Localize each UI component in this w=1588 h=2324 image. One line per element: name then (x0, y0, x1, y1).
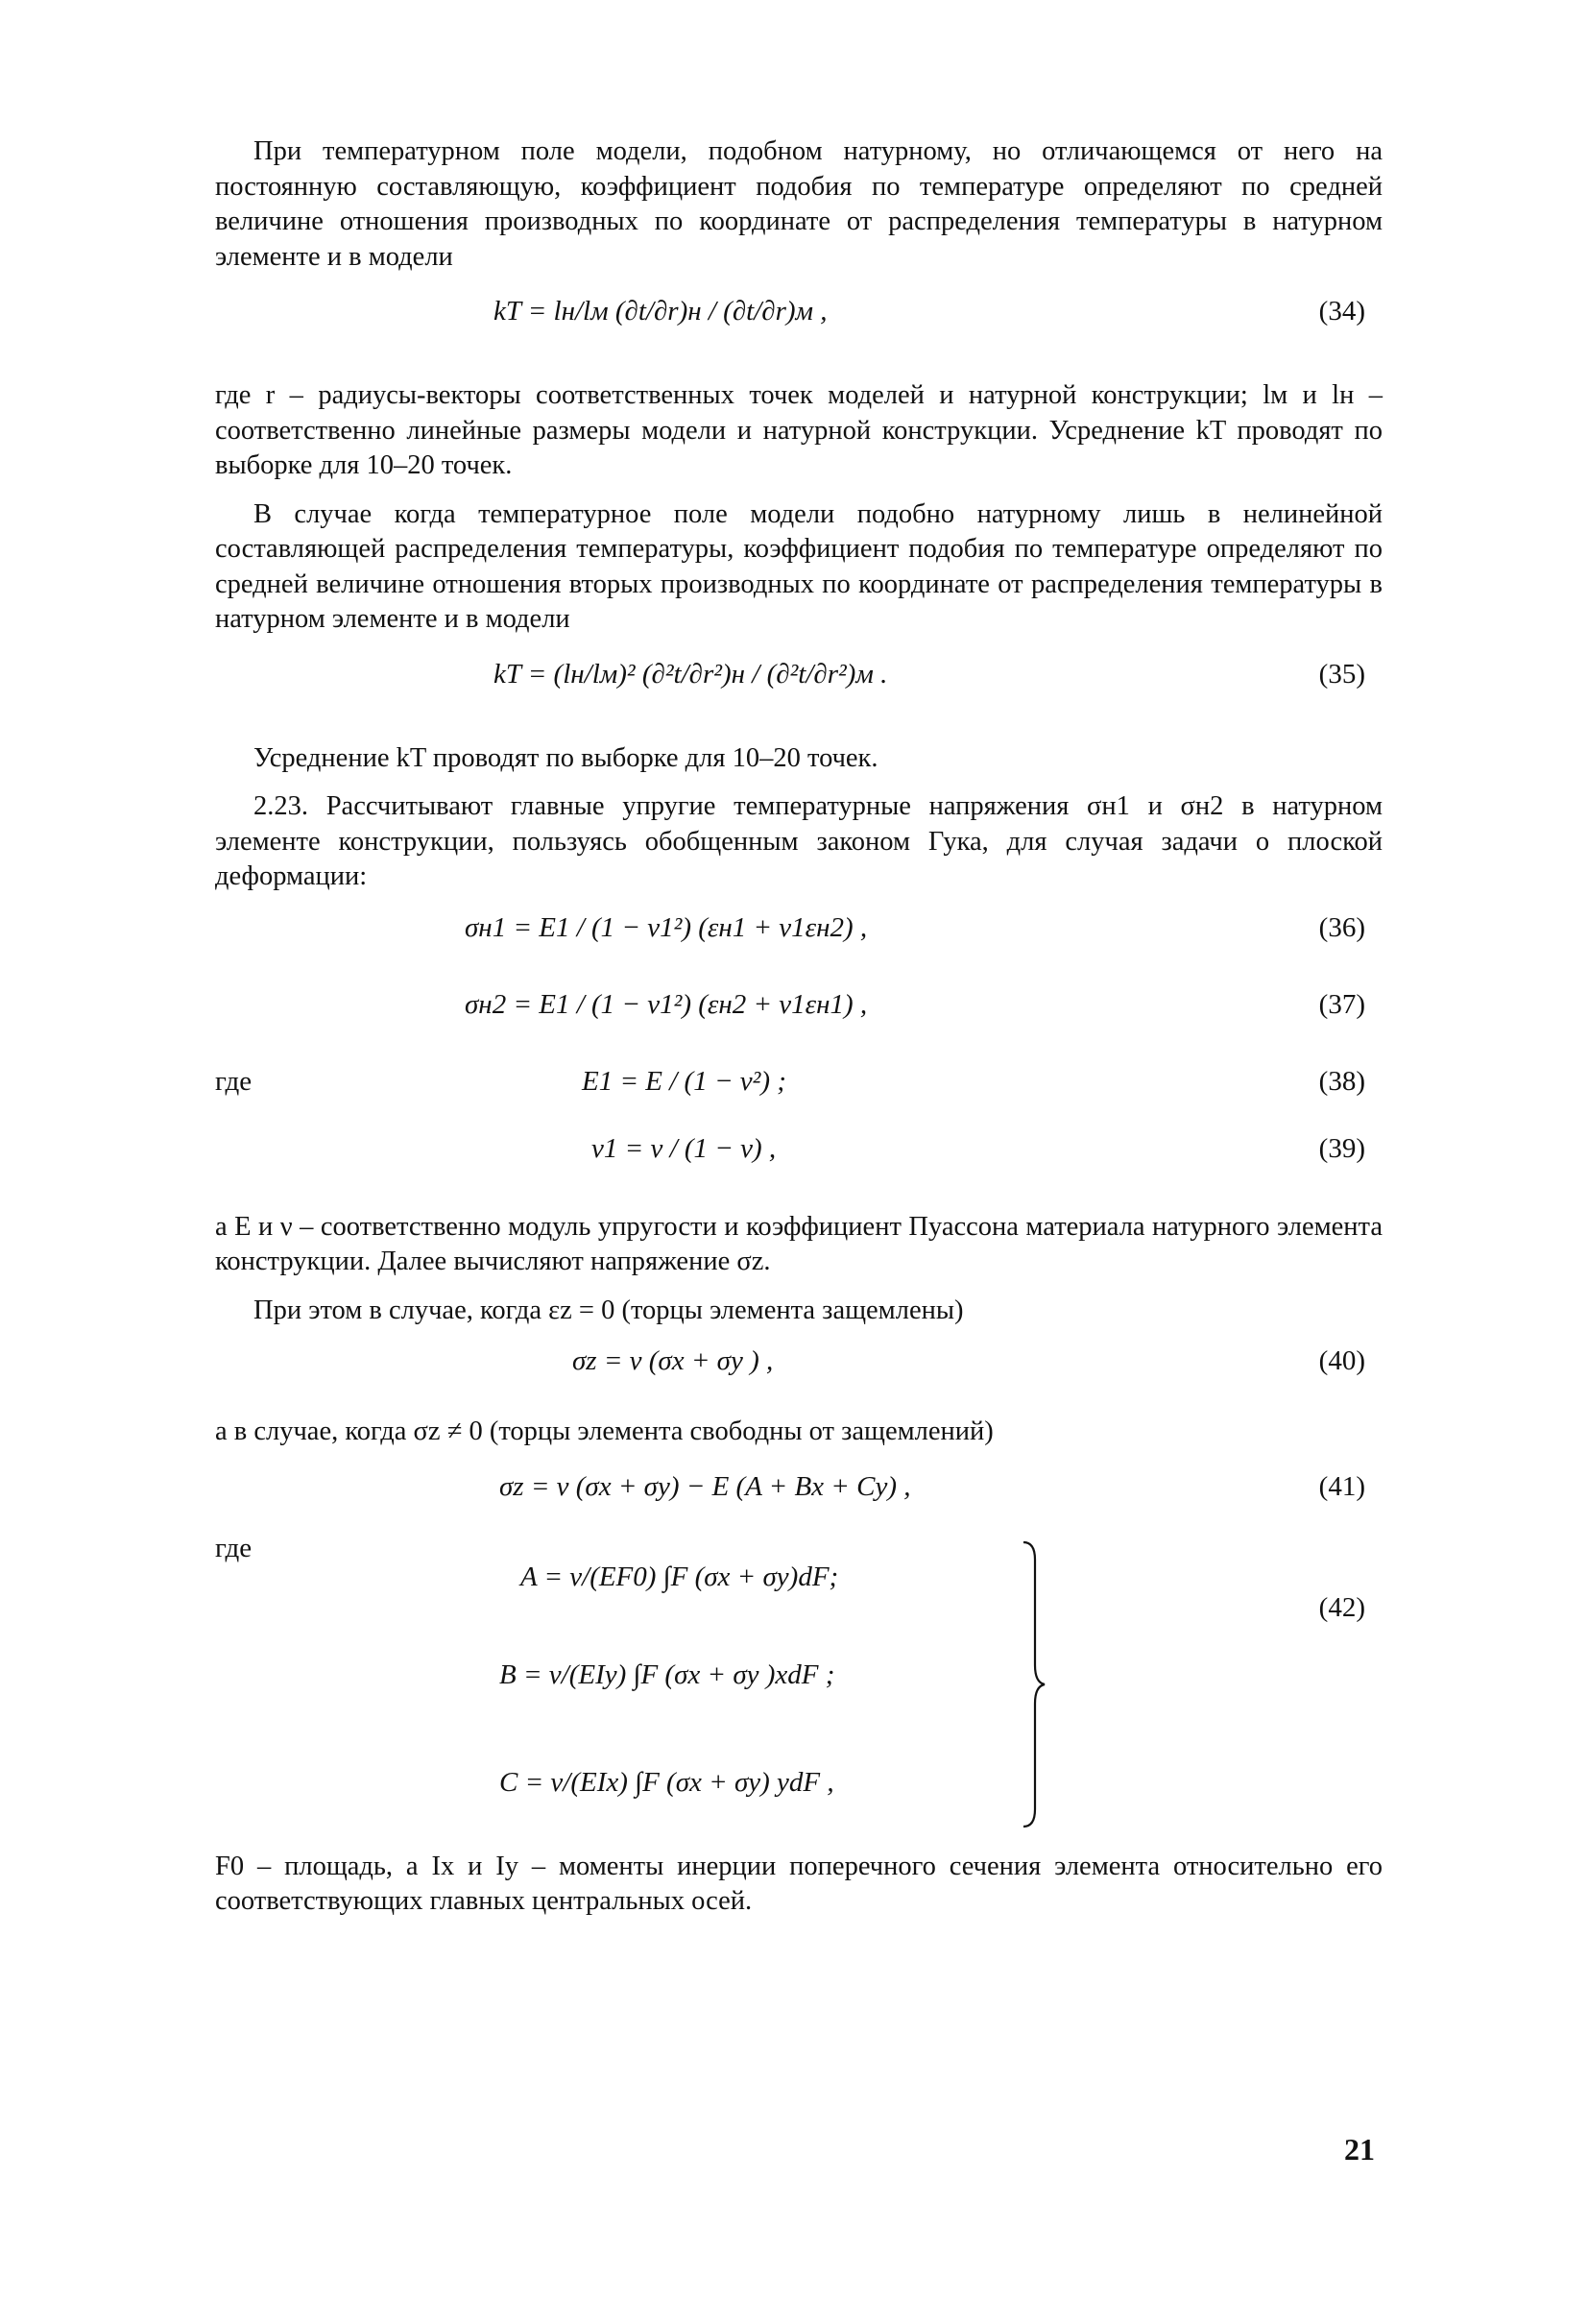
equation-42-c: C = ν/(EIx) ∫F (σx + σy) ydF , (499, 1766, 834, 1798)
equation-41-number: (41) (1318, 1470, 1365, 1502)
paragraph-clamped: При этом в случае, когда εz = 0 (торцы элемента защемлены) (253, 1295, 964, 1325)
equation-41 (215, 1471, 1383, 1533)
where-label-2: где (215, 1532, 253, 1563)
paragraph-section-2-23: 2.23. Рассчитывают главные упругие температурные напряжения σн1 и σн2 в натурном элементе конструкции, пользуясь обобщенным законом Гука, для случая задачи о плоской деформации: (215, 791, 1383, 891)
equation-37-number: (37) (1318, 988, 1365, 1020)
where-label-1: где (215, 1065, 253, 1097)
equation-39-formula: ν1 = ν / (1 − ν) , (591, 1132, 777, 1164)
equation-38 (215, 1066, 1383, 1133)
equation-42-number: (42) (1318, 1591, 1365, 1623)
paragraph-intro: При температурном поле модели, подобном натурному, но отличающемся от него на постоянную составляющую, коэффициент подобия по температуре определяют по средней величине отношения производных по координате от распределения температуры в натурном элементе и в модели (215, 136, 1383, 272)
paragraph-where-r: где r – радиусы-векторы соответственных точек моделей и натурной конструкции; lм и lн – соответственно линейные размеры модели и натурной конструкции. Усреднение kT проводят по выборке для 10–20 точек. (215, 380, 1383, 480)
equation-36-formula: σн1 = E1 / (1 − ν1²) (εн1 + ν1εн2) , (465, 911, 868, 943)
equation-35-formula: kT = (lн/lм)² (∂²t/∂r²)н / (∂²t/∂r²)м . (493, 658, 888, 690)
equation-39 (215, 1133, 1383, 1210)
equation-41-formula: σz = ν (σx + σy) − E (A + Bx + Cy) , (499, 1470, 911, 1502)
equation-38-number: (38) (1318, 1065, 1365, 1097)
equation-37-formula: σн2 = E1 / (1 − ν1²) (εн2 + ν1εн1) , (465, 988, 868, 1020)
equation-38-formula: E1 = E / (1 − ν²) ; (582, 1065, 786, 1097)
equation-37 (215, 989, 1383, 1066)
equation-42-b: B = ν/(EIy) ∫F (σx + σy )xdF ; (499, 1658, 835, 1690)
paragraph-area-moments: F0 – площадь, а Ix и Iy – моменты инерции поперечного сечения элемента относительно его соответствующих главных центральных осей. (215, 1851, 1383, 1916)
equation-36-number: (36) (1318, 911, 1365, 943)
equation-42-group (215, 1533, 1383, 1850)
equation-42-a: A = ν/(EF0) ∫F (σx + σy)dF; (520, 1561, 839, 1592)
page-number: 21 (1344, 2132, 1375, 2167)
equation-35 (215, 659, 1383, 741)
equation-40-number: (40) (1318, 1345, 1365, 1376)
right-brace-icon (1022, 1540, 1047, 1828)
equation-40 (215, 1345, 1383, 1415)
page-body (215, 134, 1383, 1920)
equation-34-formula: kT = lн/lм (∂t/∂r)н / (∂t/∂r)м , (493, 296, 828, 327)
paragraph-free: а в случае, когда σz ≠ 0 (торцы элемента свободны от защемлений) (215, 1416, 994, 1446)
paragraph-e-nu: а E и ν – соответственно модуль упругости и коэффициент Пуассона материала натурного элемента конструкции. Далее вычисляют напряжение σz. (215, 1211, 1383, 1276)
equation-36 (215, 912, 1383, 989)
equation-39-number: (39) (1318, 1132, 1365, 1164)
paragraph-nonlinear: В случае когда температурное поле модели подобно натурному лишь в нелинейной составляющей распределения температуры, коэффициент подобия по температуре определяют по средней величине отношения вторых производных по координате от распределения температуры в натурном элементе и в модели (215, 498, 1383, 634)
equation-34 (215, 296, 1383, 378)
equation-35-number: (35) (1318, 658, 1365, 690)
equation-34-number: (34) (1318, 296, 1365, 327)
paragraph-averaging: Усреднение kT проводят по выборке для 10–20 точек. (253, 742, 878, 773)
equation-40-formula: σz = ν (σx + σy ) , (572, 1345, 774, 1376)
